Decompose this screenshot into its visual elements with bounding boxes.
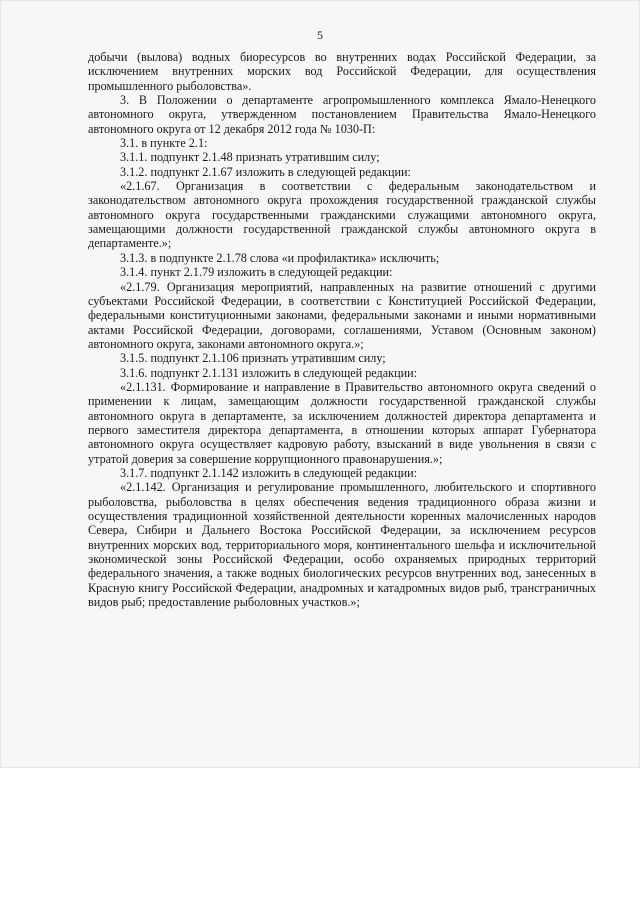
paragraph-item-3-1-1: 3.1.1. подпункт 2.1.48 признать утратившим силу; (120, 150, 380, 165)
paragraph-quote-2-1-142: «2.1.142. Организация и регулирование промышленного, любительского и спортивного рыболовства, рыболовства в целях обеспечения ведения традиционного образа жизни и осуществления традиционной хозяйственной деятельности коренных малочисленных народов Севера, Сибири и Дальнего Востока Российской Федерации, за исключением ресурсов внутренних морских вод, территориального моря, континентального шельфа и исключительной экономической зоны Российской Федерации, особо охраняемых природных территорий федерального значения, а также водных биологических ресурсов внутренних вод, занесенных в Красную книгу Российской Федерации, анадромных и катадромных видов рыб, трансграничных видов рыб; предоставление рыболовных участков.»; (88, 480, 596, 610)
document-body (88, 50, 596, 609)
paragraph-item-3-1-3: 3.1.3. в подпункте 2.1.78 слова «и профилактика» исключить; (120, 250, 440, 265)
paragraph-section-3: 3. В Положении о департаменте агропромышленного комплекса Ямало-Ненецкого автономного округа, утвержденном постановлением Правительства Ямало-Ненецкого автономного округа от 12 декабря 2012 года № 1030-П: (88, 93, 596, 136)
paragraph-item-3-1-2: 3.1.2. подпункт 2.1.67 изложить в следующей редакции: (120, 164, 411, 179)
blank-area (0, 768, 640, 905)
paragraph-quote-2-1-79: «2.1.79. Организация мероприятий, направленных на развитие отношений с другими субъектами Российской Федерации, в соответствии с Конституцией Российской Федерации, федеральными конституционными законами, федеральными законами и иными нормативными актами Российской Федерации, договорами, соглашениями, Уставом (Основным законом) автономного округа, законами автономного округа.»; (88, 279, 596, 351)
page-number: 5 (317, 28, 323, 42)
paragraph-quote-2-1-67: «2.1.67. Организация в соответствии с федеральным законодательством и законодательством автономного округа прохождения государственной гражданской службы автономного округа государственными гражданскими служащими автономного округа, замещающими должности государственной гражданской службы автономного округа в департаменте.»; (88, 179, 596, 251)
paragraph-item-3-1-5: 3.1.5. подпункт 2.1.106 признать утратившим силу; (120, 351, 386, 366)
paragraph-continuation: добычи (вылова) водных биоресурсов во внутренних водах Российской Федерации, за исключением внутренних морских вод Российской Федерации, для осуществления промышленного рыболовства». (88, 50, 596, 93)
paragraph-item-3-1-7: 3.1.7. подпункт 2.1.142 изложить в следующей редакции: (120, 465, 418, 480)
paragraph-item-3-1-6: 3.1.6. подпункт 2.1.131 изложить в следующей редакции: (120, 365, 418, 380)
paragraph-item-3-1: 3.1. в пункте 2.1: (120, 136, 208, 151)
paragraph-item-3-1-4: 3.1.4. пункт 2.1.79 изложить в следующей редакции: (120, 265, 393, 280)
paragraph-quote-2-1-131: «2.1.131. Формирование и направление в Правительство автономного округа сведений о применении к лицам, замещающим должности государственной гражданской службы автономного округа в департаменте, за исключением должностей директора департамента и первого заместителя директора департамента, в отношении которых аппарат Губернатора автономного округа осуществляет кадровую работу, взысканий в виде увольнения в связи с утратой доверия за совершение коррупционного правонарушения.»; (88, 379, 596, 466)
